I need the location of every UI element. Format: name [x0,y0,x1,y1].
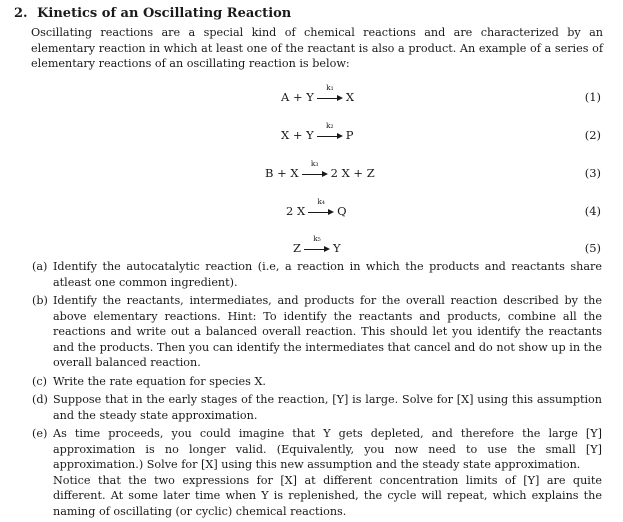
equation-number: (2) [584,128,601,142]
part-label: (a) [32,260,48,273]
question-part-d [32,392,602,423]
rate-constant: k₂ [325,121,334,130]
question-part-a [32,259,602,290]
part-text: As time proceeds, you could imagine that Y gets depleted, and therefore the large [Y] approximation is no longer valid. (Equivalently, you now need to use the small [Y] approximation.) Solve for [X] using this new assumption and the steady state approximation. [53,427,602,471]
equation-rhs: P [345,128,354,142]
part-text: Identify the reactants, intermediates, and products for the overall reaction described by the above elementary reactions. Hint: To identify the reactants and products, combine all the reactions and write out a balanced overall reaction. This should let you identify the reactants and the products. Then you can identify the intermediates that cancel and do not show up in the overall balanced reaction. [53,294,602,369]
rate-constant: k₄ [317,197,325,206]
rate-constant: k₅ [313,234,321,243]
equation-number: (1) [584,90,601,104]
equation-5 [0,234,623,259]
reaction-arrow-icon [304,234,330,255]
part-label: (b) [32,294,48,307]
equation-rhs: Y [333,241,341,255]
part-label: (c) [32,374,47,388]
part-text: Suppose that in the early stages of the reaction, [Y] is large. Solve for [X] using this assumption and the steady state approximation. [53,393,602,422]
part-text: Identify the autocatalytic reaction (i.e, a reaction in which the products and reactants share atleast one common ingredient). [53,260,602,289]
reaction-arrow-icon [308,197,334,218]
equation-2 [0,121,623,146]
question-part-e [32,426,602,519]
rate-constant: k₃ [310,159,319,168]
equation-lhs: Z [293,241,301,255]
rate-constant: k₁ [326,83,334,92]
problem-heading [14,6,291,21]
reaction-arrow-icon [317,121,343,142]
equation-number: (5) [584,241,601,255]
reaction-arrow-icon [302,159,328,180]
equation-rhs: Q [337,204,347,218]
part-label: (d) [32,393,48,406]
equation-lhs: X + Y [281,128,314,142]
equation-1 [0,83,623,108]
problem-number: 2. [14,6,28,21]
equation-4 [0,197,623,222]
part-note: Notice that the two expressions for [X] at different concentration limits of [Y] are quite different. At some later time when Y is replenished, the cycle will repeat, which explains the naming of oscillating (or cyclic) chemical reactions. [53,473,602,518]
equation-number: (4) [584,204,601,218]
problem-title: Kinetics of an Oscillating Reaction [37,6,292,21]
part-text: Write the rate equation for species X. [53,374,266,388]
equation-rhs: 2 X + Z [330,166,375,180]
equation-number: (3) [584,166,601,180]
reaction-arrow-icon [317,83,343,104]
problem-intro: Oscillating reactions are a special kind of chemical reactions and are characterized by an elementary reaction in which at least one of the reactant is also a product. An example of a series of elementary reactions of an oscillating reaction is below: [31,26,603,70]
question-parts-list [0,259,623,522]
question-part-c [32,374,602,390]
equation-lhs: B + X [265,166,299,180]
equation-rhs: X [345,90,355,104]
question-part-b [32,293,602,371]
part-label: (e) [32,427,48,440]
equation-3 [0,159,623,184]
equation-lhs: 2 X [286,204,306,218]
equation-lhs: A + Y [281,90,314,104]
